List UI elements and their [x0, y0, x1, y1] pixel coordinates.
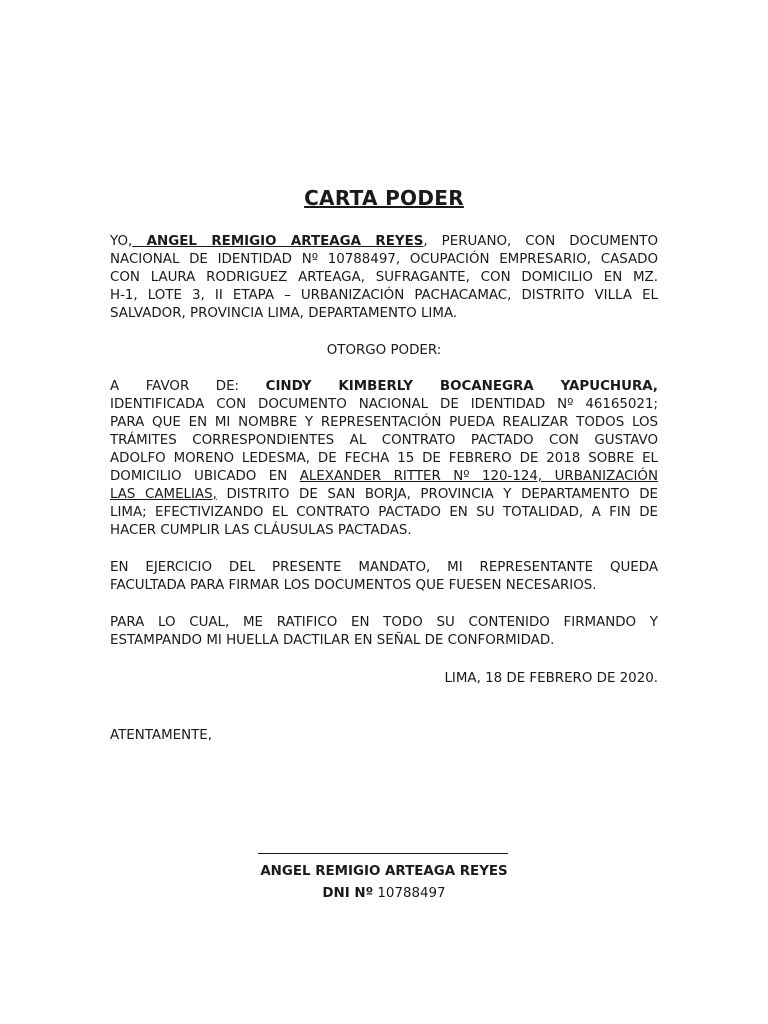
paragraph-line: FACULTADA PARA FIRMAR LOS DOCUMENTOS QUE FUESEN NECESARIOS. — [110, 578, 597, 593]
paragraph-line: PARA LO CUAL, ME RATIFICO EN TODO SU CONTENIDO FIRMANDO Y — [110, 615, 658, 630]
signatory-name: ANGEL REMIGIO ARTEAGA REYES — [260, 864, 508, 879]
paragraph-line: TRÁMITES CORRESPONDIENTES AL CONTRATO PACTADO CON GUSTAVO — [110, 433, 658, 448]
grantor-paragraph — [110, 233, 658, 323]
attorney-prefix: A FAVOR DE: — [110, 379, 266, 394]
document-title: CARTA PODER — [304, 186, 464, 210]
paragraph-line: NACIONAL DE IDENTIDAD Nº 10788497, OCUPACIÓN EMPRESARIO, CASADO — [110, 252, 658, 267]
signature-line — [258, 853, 508, 854]
paragraph-line — [110, 468, 658, 486]
paragraph-line: HACER CUMPLIR LAS CLÁUSULAS PACTADAS. — [110, 523, 412, 538]
mandate-paragraph — [110, 559, 658, 595]
paragraph-line: LIMA; EFECTIVIZANDO EL CONTRATO PACTADO EN SU TOTALIDAD, A FIN DE — [110, 505, 658, 520]
paragraph-line: PARA QUE EN MI NOMBRE Y REPRESENTACIÓN PUEDA REALIZAR TODOS LOS — [110, 415, 658, 430]
ratification-paragraph — [110, 614, 658, 650]
closing-salutation: ATENTAMENTE, — [110, 728, 213, 743]
paragraph-line — [110, 486, 658, 504]
paragraph-line: H-1, LOTE 3, II ETAPA – URBANIZACIÓN PACHACAMAC, DISTRITO VILLA EL — [110, 288, 658, 303]
dni-label: DNI Nº — [322, 886, 374, 901]
grantor-name: ANGEL REMIGIO ARTEAGA REYES — [132, 234, 424, 249]
paragraph-line: ESTAMPANDO MI HUELLA DACTILAR EN SEÑAL DE CONFORMIDAD. — [110, 633, 555, 648]
paragraph-line: IDENTIFICADA CON DOCUMENTO NACIONAL DE IDENTIDAD Nº 46165021; — [110, 397, 658, 412]
paragraph-line: CON LAURA RODRIGUEZ ARTEAGA, SUFRAGANTE, CON DOMICILIO EN MZ. — [110, 270, 658, 285]
grantor-nationality: , PERUANO, CON DOCUMENTO — [423, 234, 658, 249]
attorney-paragraph — [110, 378, 658, 540]
dni-value: 10788497 — [373, 886, 446, 901]
property-address-cont: LAS CAMELIAS, — [110, 487, 217, 502]
attorney-name: CINDY KIMBERLY BOCANEGRA YAPUCHURA, — [265, 379, 658, 394]
paragraph-line — [110, 378, 658, 396]
grant-heading: OTORGO PODER: — [326, 343, 442, 358]
paragraph-line: ADOLFO MORENO LEDESMA, DE FECHA 15 DE FEBRERO DE 2018 SOBRE EL — [110, 451, 658, 466]
paragraph-line: SALVADOR, PROVINCIA LIMA, DEPARTAMENTO LIMA. — [110, 306, 458, 321]
signatory-dni — [0, 885, 768, 903]
property-address: ALEXANDER RITTER Nº 120-124, URBANIZACIÓN — [299, 469, 658, 484]
district-text: DISTRITO DE SAN BORJA, PROVINCIA Y DEPARTAMENTO DE — [216, 487, 658, 502]
address-prefix: DOMICILIO UBICADO EN — [110, 469, 300, 484]
grantor-prefix: YO, — [110, 234, 133, 249]
paragraph-line — [110, 233, 658, 251]
place-date: LIMA, 18 DE FEBRERO DE 2020. — [444, 671, 658, 686]
paragraph-line: EN EJERCICIO DEL PRESENTE MANDATO, MI REPRESENTANTE QUEDA — [110, 560, 658, 575]
